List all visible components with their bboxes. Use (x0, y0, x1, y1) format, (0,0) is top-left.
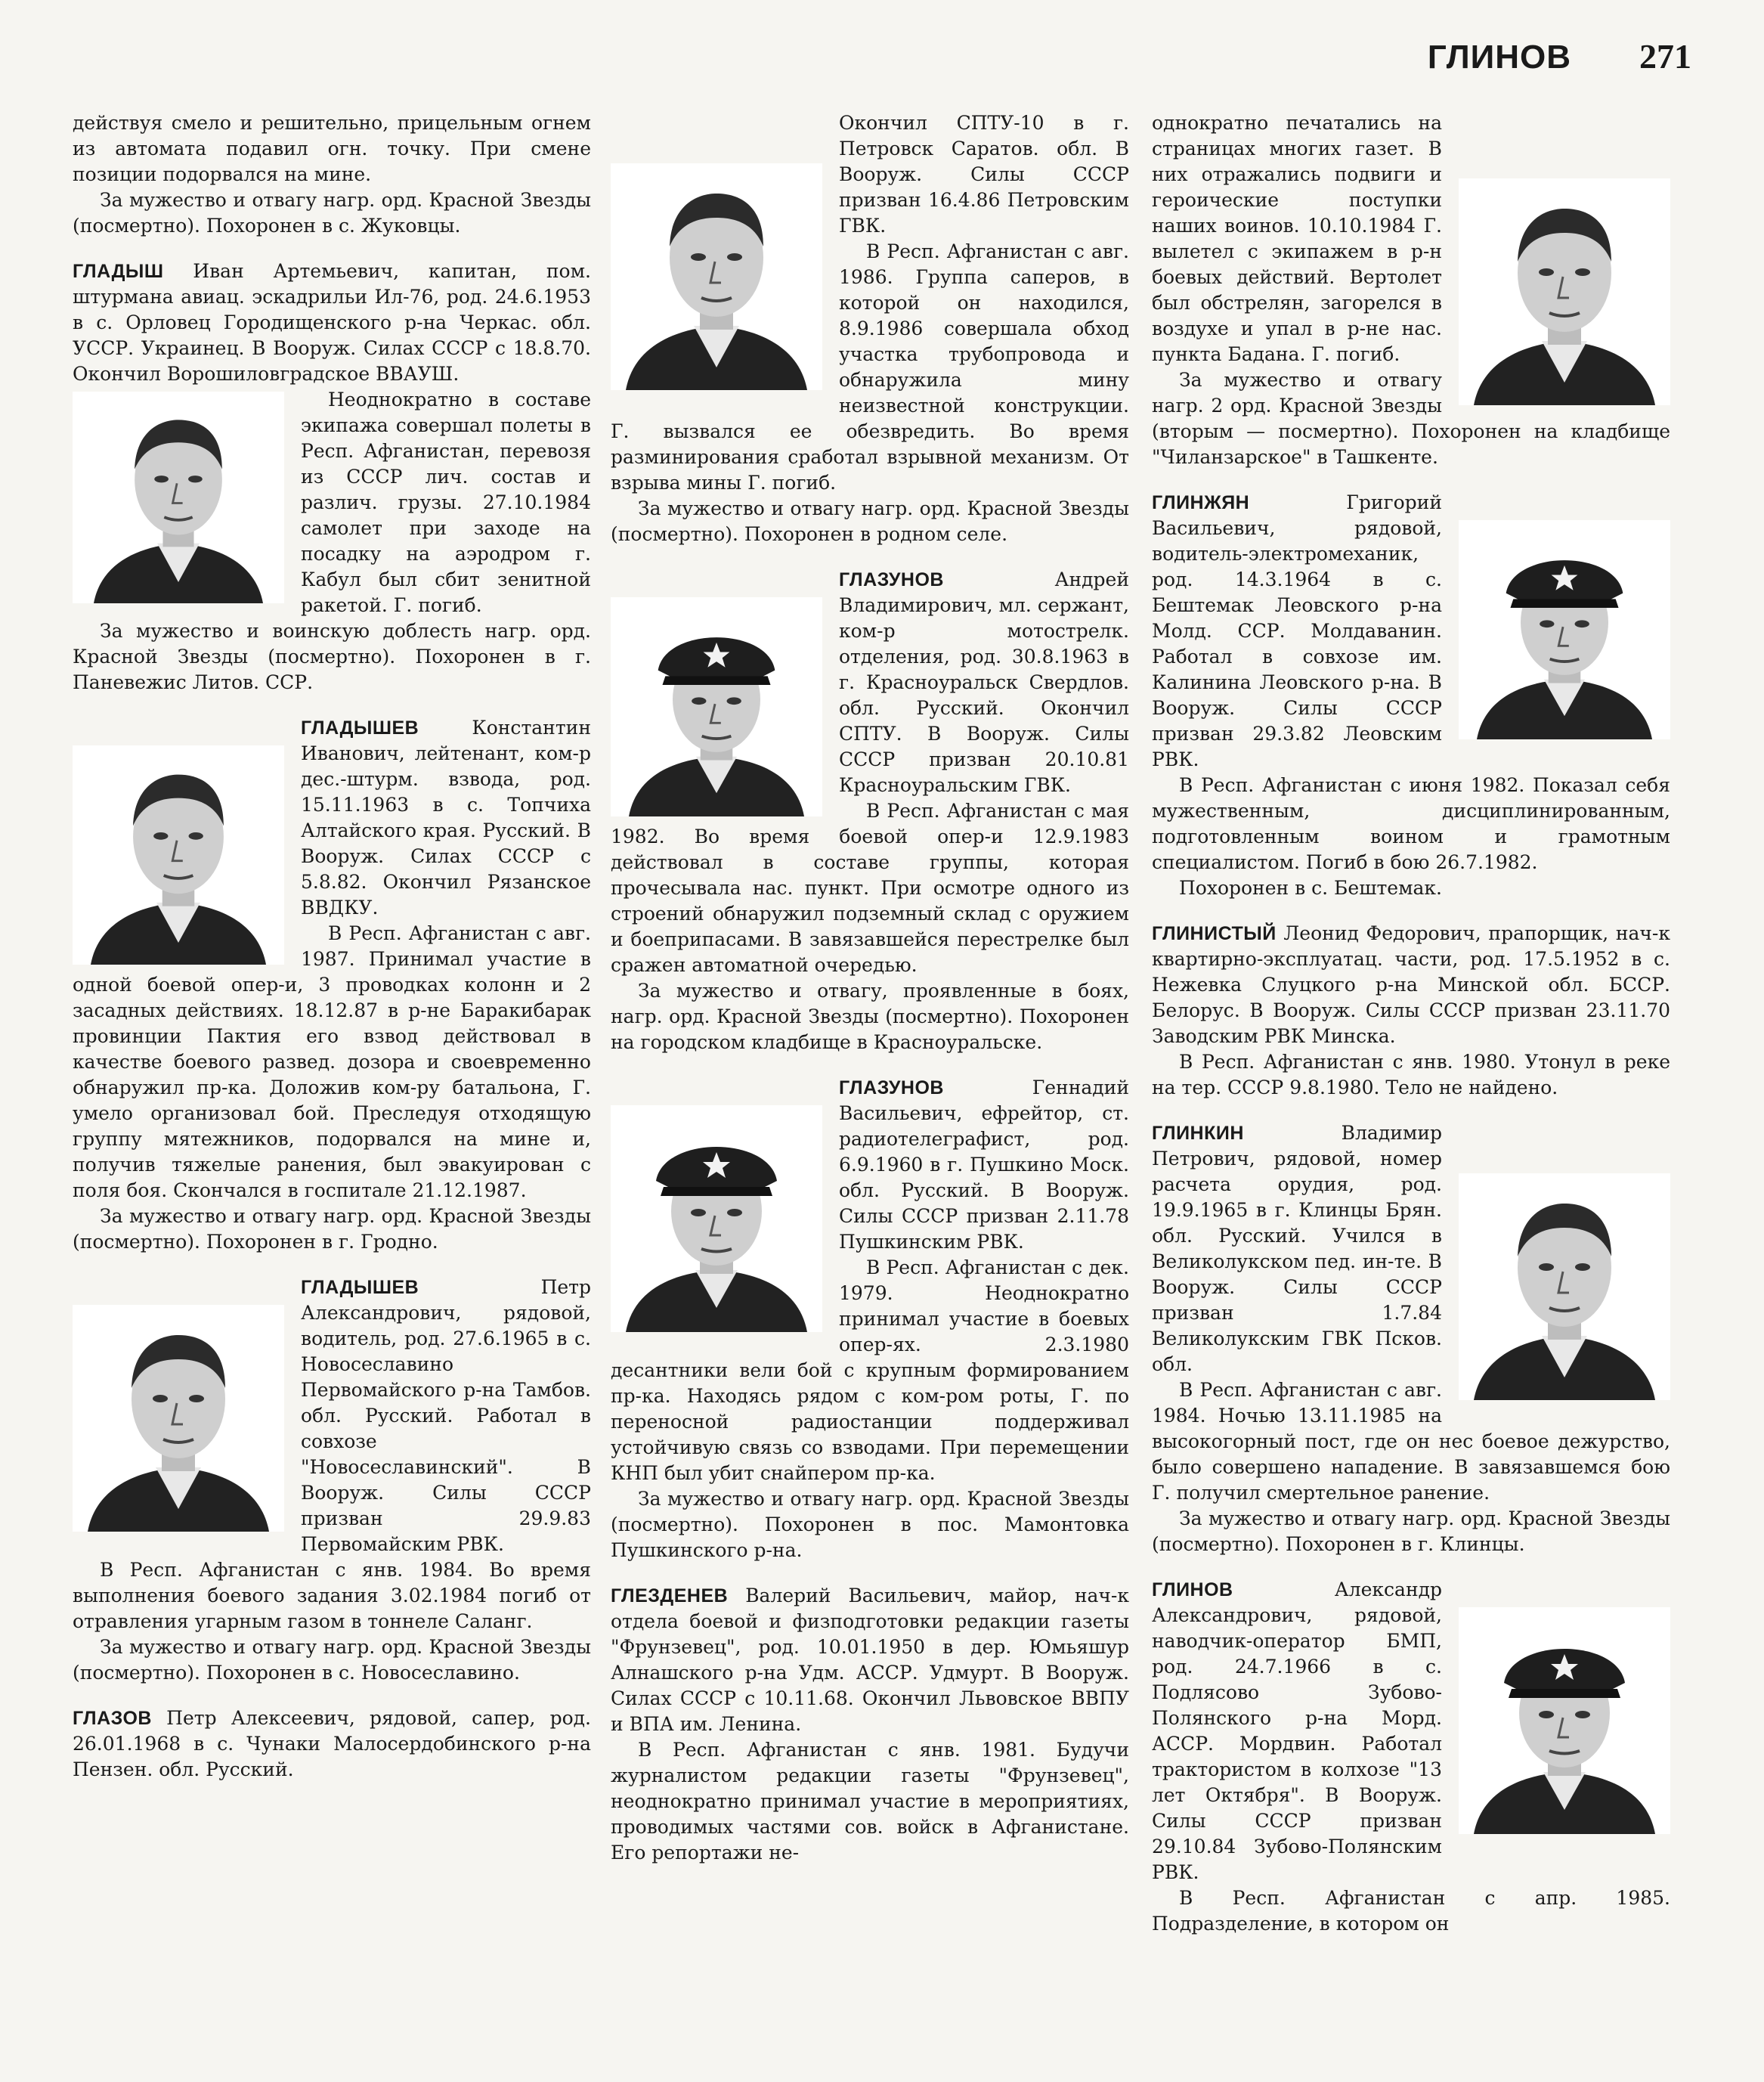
entry-name: ГЛАЗОВ (73, 1708, 152, 1729)
paragraph: В Респ. Афганистан с авг. 1987. Принимал участие в одной боевой опер-и, 3 проводках колонн и 2 засадных действиях. 18.12.87 в р-не Баракибарак провинции Пактия его взвод действовал в качестве боевого развед. дозора и своевременно обнаружил пр-ка. Доложив ком-ру батальона, Г. умело организовал бой. Преследуя отходящую группу мятежников, подорвался на мине и, получив тяжелые ранения, был эвакуирован с поля боя. Скончался в госпитале 21.12.1987. (73, 922, 591, 1201)
entry-gladyshev-petr (73, 1275, 591, 1686)
paragraph: Окончил СПТУ-10 в г. Петровск Саратов. обл. В Вооруж. Силы СССР призван 16.4.86 Петровским ГВК. (839, 112, 1129, 237)
portrait-photo (1459, 520, 1670, 739)
entry-name: ГЛЕЗДЕНЕВ (611, 1585, 729, 1606)
paragraph: За мужество и отвагу нагр. орд. Красной Звезды (посмертно). Похоронен в г. Клинцы. (1152, 1507, 1670, 1555)
entry-glazov (73, 1706, 591, 1783)
paragraph: За мужество и отвагу нагр. 2 орд. Красной Звезды (вторым — посмертно). Похоронен на кладбище "Чиланзарское" в Ташкенте. (1152, 369, 1670, 468)
entry-text: Леонид Федорович, прапорщик, нач-к квартирно-эксплуатац. части, род. 17.5.1952 в с. Нежевка Слуцкого р-на Минской обл. БССР. Белорус. В Вооруж. Силы СССР призван 23.11.70 Заводским РВК Минска. (1152, 922, 1670, 1047)
entry-glinisty (1152, 921, 1670, 1101)
entry-name: ГЛАДЫШЕВ (301, 717, 419, 739)
paragraph: Похоронен в с. Бештемак. (1179, 877, 1442, 899)
column-1 (73, 110, 591, 2046)
paragraph: За мужество и воинскую доблесть нагр. орд. Красной Звезды (посмертно). Похоронен в г. Паневежис Литов. ССР. (73, 620, 591, 693)
paragraph: В Респ. Афганистан с июня 1982. Показал себя мужественным, дисциплинированным, подготовленным воином и грамотным специалистом. Погиб в бою 26.7.1982. (1152, 774, 1670, 873)
portrait-photo (1459, 178, 1670, 405)
paragraph: За мужество и отвагу нагр. орд. Красной Звезды (посмертно). Похоронен в родном селе. (611, 497, 1129, 545)
entry-name: ГЛИНЖЯН (1152, 492, 1250, 513)
entry-name: ГЛИНОВ (1152, 1579, 1233, 1600)
portrait-photo (1459, 1173, 1670, 1400)
entry-glinov (1152, 1577, 1670, 1937)
entry-text: Петр Александрович, рядовой, водитель, род. 27.6.1965 в с. Новосеславино Первомайского р-на Тамбов. обл. Русский. Работал в совхозе "Новосеславинский". В Вооруж. Силы СССР призван 29.9.83 Первомайским РВК. (301, 1276, 591, 1555)
paragraph: За мужество и отвагу нагр. орд. Красной Звезды (посмертно). Похоронен в пос. Мамонтовка Пушкинского р-на. (611, 1488, 1129, 1561)
paragraph: В Респ. Афганистан с авг. 1986. Группа саперов, в которой он находился, 8.9.1986 совершала обход участка трубопровода и обнаружила мину неизвестной конструкции. Г. вызвался ее обезвредить. Во время разминирования сработал взрывной механизм. От взрыва мины Г. погиб. (611, 240, 1129, 494)
entry-glinzhyan (1152, 490, 1670, 901)
entry-continuation (1152, 110, 1670, 470)
column-2 (611, 110, 1129, 2046)
entry-name: ГЛИНКИН (1152, 1123, 1244, 1144)
column-3 (1152, 110, 1670, 2046)
paragraph: В Респ. Афганистан с авг. 1984. Ночью 13.11.1985 на высокогорный пост, где он нес боевое дежурство, было совершено нападение. В завязавшемся бою Г. получил смертельное ранение. (1152, 1379, 1670, 1504)
entry-glazunov-andrey (611, 567, 1129, 1055)
entry-name: ГЛАЗУНОВ (839, 1077, 944, 1098)
entry-text: Александр Александрович, рядовой, наводчик-оператор БМП, род. 24.7.1966 в с. Подлясово Зубово-Полянского р-на Морд. АССР. Мордвин. Работал трактористом в колхозе "13 лет Октября". В Вооруж. Силы СССР призван 29.10.84 Зубово-Полянским РВК. (1152, 1579, 1442, 1883)
entry-gladyshev-konstantin (73, 715, 591, 1255)
entry-glazunov-gennady (611, 1075, 1129, 1563)
entry-name: ГЛАДЫШЕВ (301, 1277, 419, 1298)
running-header (73, 36, 1691, 89)
portrait-photo (611, 1105, 822, 1332)
entry-text: Иван Артемьевич, капитан, пом. штурмана авиац. эскадрильи Ил-76, род. 24.6.1953 в с. Орловец Городищенского р-на Черкас. обл. УССР. Украинец. В Вооруж. Силах СССР с 18.8.70. Окончил Ворошиловградское ВВАУШ. (73, 260, 591, 385)
paragraph: В Респ. Афганистан с дек. 1979. Неоднократно принимал участие в боевых опер-ях. 2.3.1980 десантники вели бой с крупным формированием пр-ка. Находясь рядом с ком-ром роты, Г. по переносной радиостанции поддерживал устойчивую связь со взводами. При перемещении КНП был убит снайпером пр-ка. (611, 1256, 1129, 1484)
portrait-photo (73, 745, 284, 965)
portrait-photo (611, 163, 822, 390)
entry-name: ГЛАЗУНОВ (839, 569, 944, 590)
entry-text: Геннадий Васильевич, ефрейтор, ст. радиотелеграфист, род. 6.9.1960 в г. Пушкино Моск. обл. Русский. В Вооруж. Силы СССР призван 2.11.78 Пушкинским РВК. (839, 1077, 1129, 1253)
paragraph: Неоднократно в составе экипажа совершал полеты в Респ. Афганистан, перевозя из СССР лич. состав и различ. грузы. 27.10.1984 самолет при заходе на посадку на аэродром г. Кабул был сбит зенитной ракетой. Г. погиб. (301, 389, 591, 616)
entry-text: Константин Иванович, лейтенант, ком-р дес.-штурм. взвода, род. 15.11.1963 в с. Топчиха Алтайского края. Русский. В Вооруж. Силах СССР с 5.8.82. Окончил Рязанское ВВДКУ. (301, 717, 591, 919)
paragraph: действуя смело и решительно, прицельным огнем из автомата подавил огн. точку. При смене позиции подорвался на мине. (73, 112, 591, 185)
entry-gladysh (73, 259, 591, 696)
entry-text: Владимир Петрович, рядовой, номер расчета орудия, род. 19.9.1965 в г. Клинцы Брян. обл. Русский. Учился в Великолукском пед. ин-те. В Вооруж. Силы СССР призван 1.7.84 Великолукским ГВК Псков. обл. (1152, 1122, 1442, 1375)
paragraph: За мужество и отвагу, проявленные в боях, нагр. орд. Красной Звезды (посмертно). Похоронен на городском кладбище в Красноуральске. (611, 980, 1129, 1053)
portrait-photo (73, 392, 284, 603)
entry-text: Петр Алексеевич, рядовой, сапер, род. 26.01.1968 в с. Чунаки Малосердобинского р-на Пензен. обл. Русский. (73, 1707, 591, 1780)
paragraph: однократно печатались на страницах многих газет. В них отражались подвиги и героические поступки наших воинов. 10.10.1984 Г. вылетел с экипажем в р-н боевых действий. Вертолет был обстрелян, загорелся в воздухе и упал в р-не нас. пункта Бадана. Г. погиб. (1152, 112, 1442, 365)
paragraph: За мужество и отвагу нагр. орд. Красной Звезды (посмертно). Похоронен в г. Гродно. (73, 1205, 591, 1253)
paragraph: За мужество и отвагу нагр. орд. Красной Звезды (посмертно). Похоронен в с. Жуковцы. (73, 189, 591, 237)
entry-glinkin (1152, 1120, 1670, 1557)
paragraph: В Респ. Афганистан с янв. 1981. Будучи журналистом редакции газеты "Фрунзевец", неоднократно принимал участие в мероприятиях, проводимых частями сов. войск в Афганистане. Его репортажи не- (611, 1739, 1129, 1864)
portrait-photo (611, 597, 822, 816)
paragraph: В Респ. Афганистан с мая 1982. Во время боевой опер-и 12.9.1983 действовал в составе группы, которая прочесывала нас. пункт. При осмотре одного из строений обнаружил подземный склад с оружием и боеприпасами. В завязавшейся перестрелке был сражен автоматной очередью. (611, 800, 1129, 976)
entry-continuation (73, 110, 591, 239)
paragraph: В Респ. Афганистан с апр. 1985. Подразделение, в котором он (1152, 1887, 1670, 1935)
paragraph: В Респ. Афганистан с янв. 1980. Утонул в реке на тер. СССР 9.8.1980. Тело не найдено. (1152, 1051, 1670, 1098)
entry-text: Валерий Васильевич, майор, нач-к отдела боевой и физподготовки редакции газеты "Фрунзевец", род. 10.01.1950 в дер. Юмьяшур Алнашского р-на Удм. АССР. Удмурт. В Вооруж. Силах СССР с 10.11.68. Окончил Львовское ВВПУ и ВПА им. Ленина. (611, 1585, 1129, 1735)
entry-name: ГЛИНИСТЫЙ (1152, 923, 1277, 944)
entry-text: Григорий Васильевич, рядовой, водитель-электромеханик, род. 14.3.1964 в с. Бештемак Леовского р-на Молд. ССР. Молдаванин. Работал в совхозе им. Калинина Леовского р-на. В Вооруж. Силы СССР призван 29.3.82 Леовским РВК. (1152, 491, 1442, 770)
entry-continuation (611, 110, 1129, 547)
entry-text: Андрей Владимирович, мл. сержант, ком-р мотострелк. отделения, род. 30.8.1963 в г. Красноуральск Свердлов. обл. Русский. Окончил СПТУ. В Вооруж. Силы СССР призван 20.10.81 Красноуральским ГВК. (839, 569, 1129, 796)
headword: ГЛИНОВ (1427, 39, 1571, 76)
portrait-photo (1459, 1607, 1670, 1834)
paragraph: За мужество и отвагу нагр. орд. Красной Звезды (посмертно). Похоронен в с. Новосеславино. (73, 1636, 591, 1684)
paragraph: В Респ. Афганистан с янв. 1984. Во время выполнения боевого задания 3.02.1984 погиб от отравления угарным газом в тоннеле Саланг. (73, 1559, 591, 1632)
page-number: 271 (1639, 37, 1691, 76)
entry-name: ГЛАДЫШ (73, 261, 164, 282)
entry-glezdenev (611, 1583, 1129, 1866)
portrait-photo (73, 1305, 284, 1532)
